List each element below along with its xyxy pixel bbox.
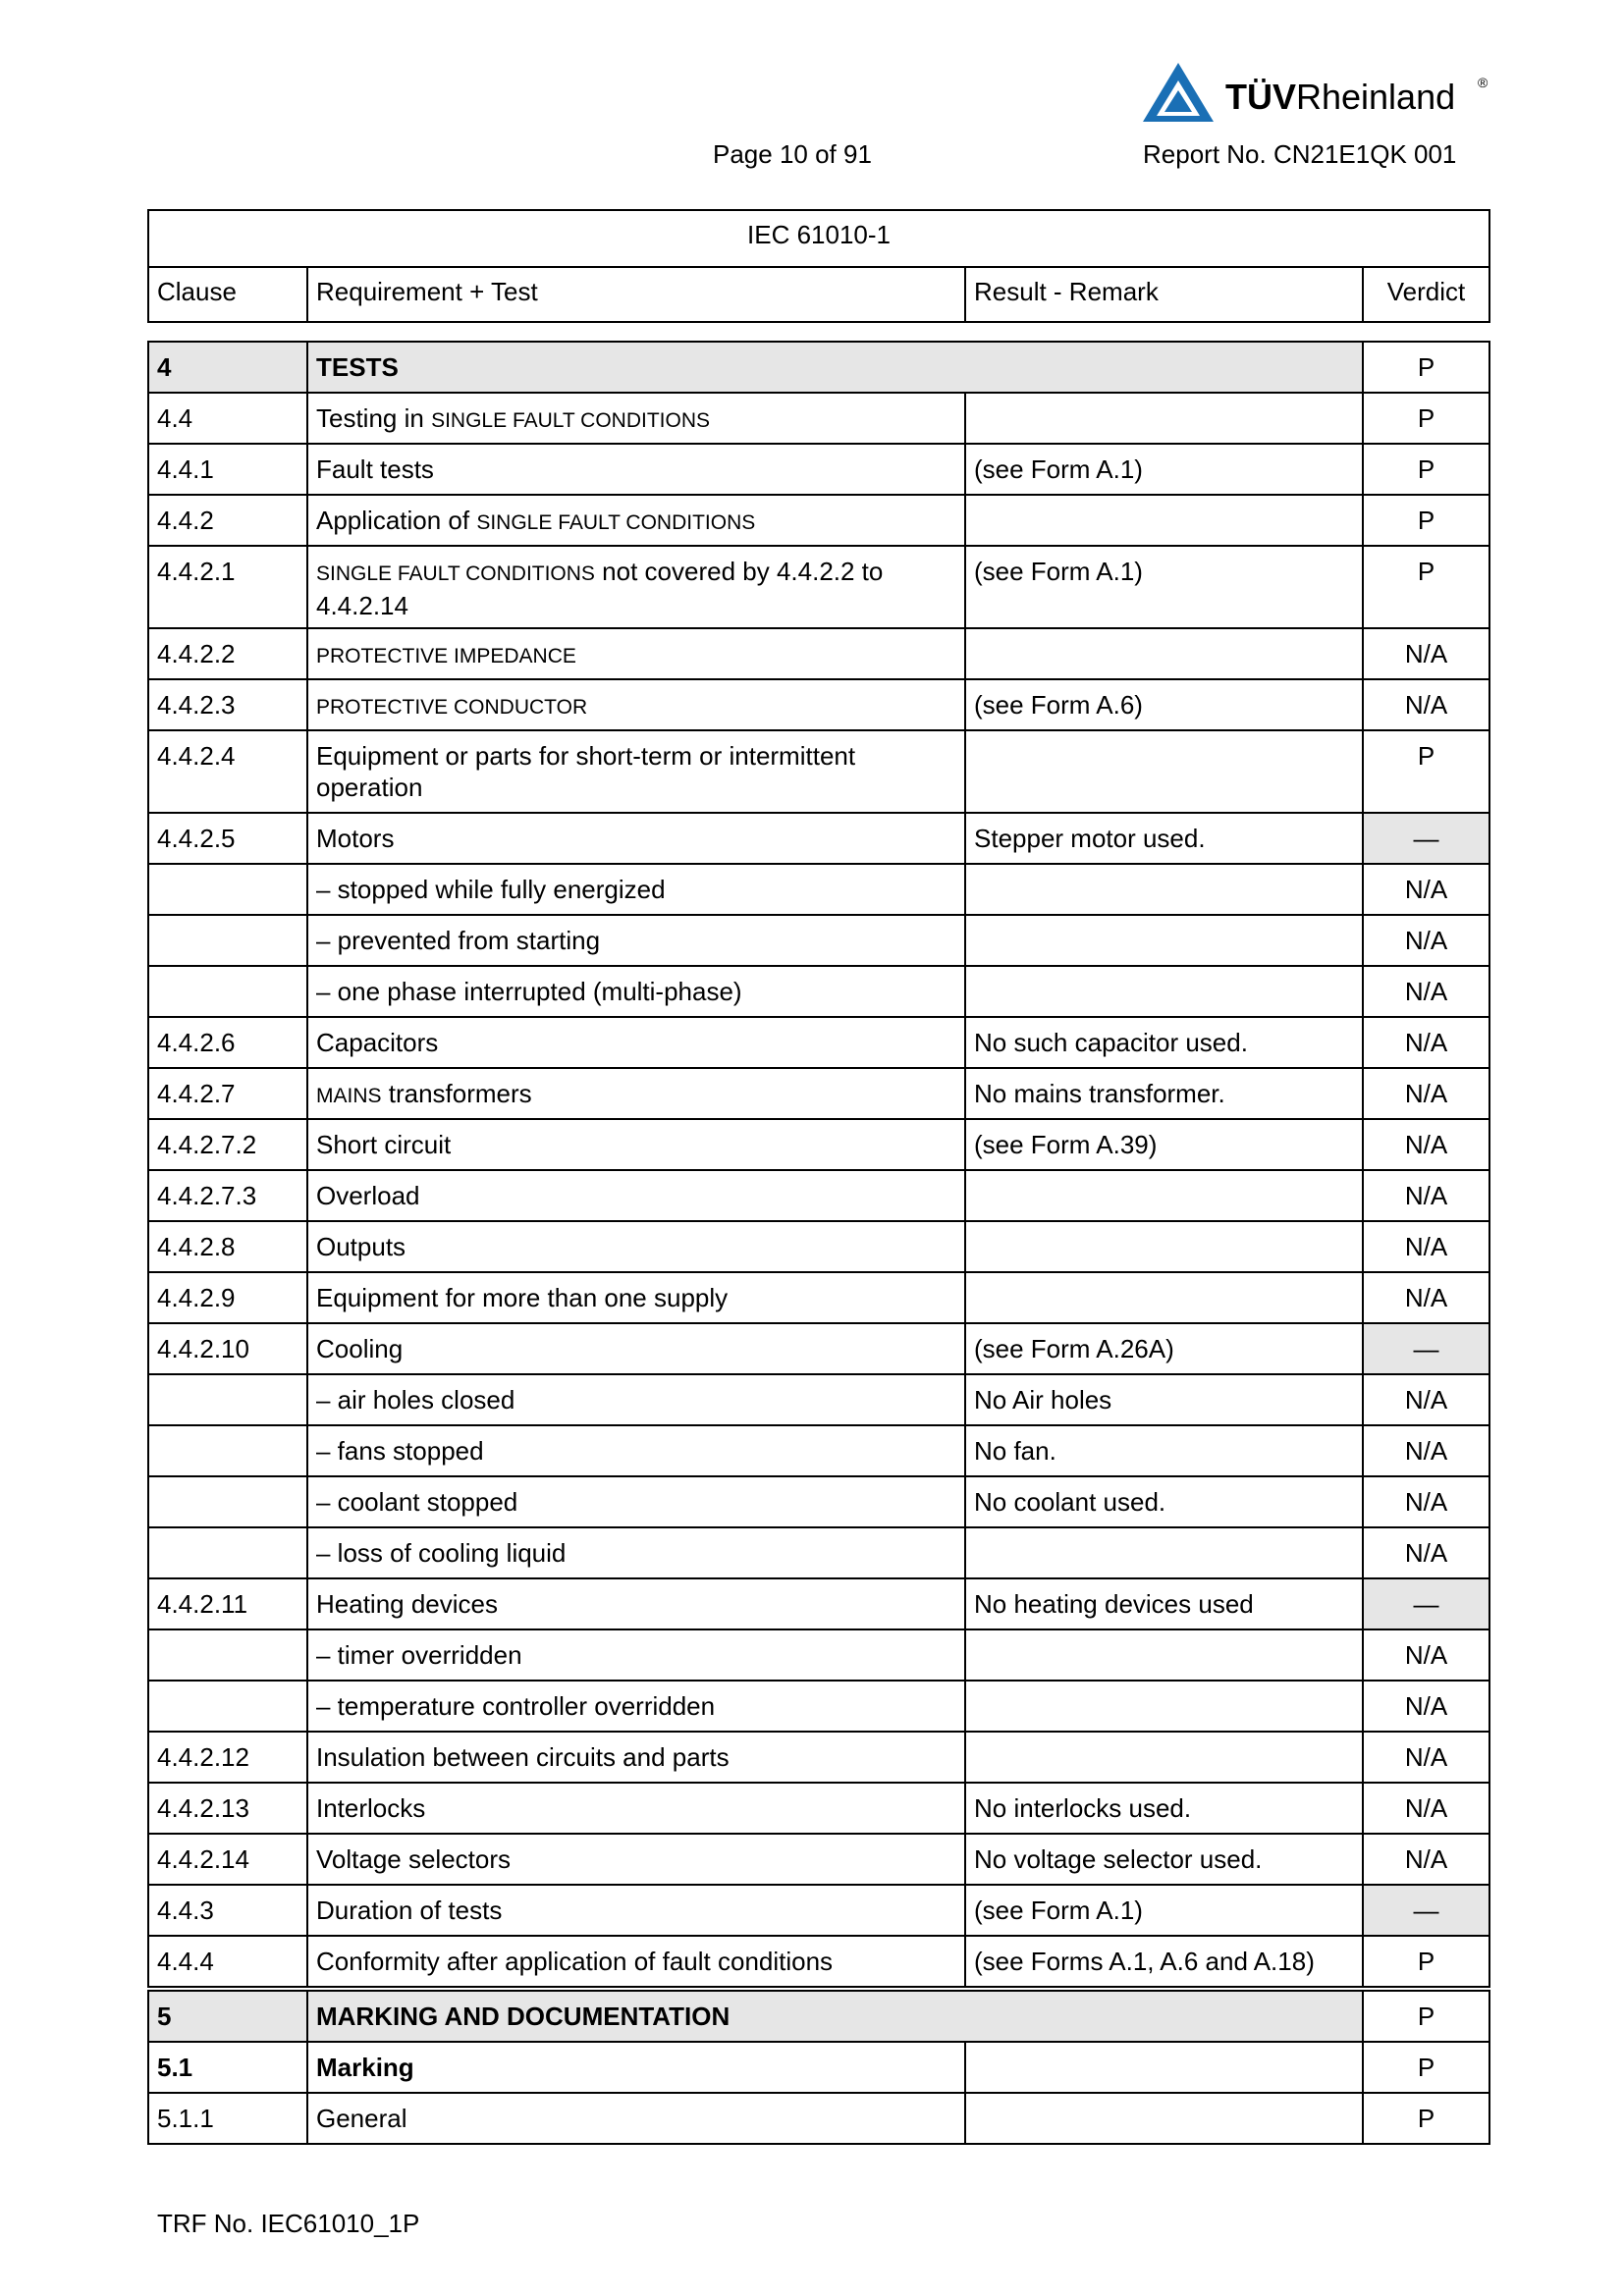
section-row-marking	[148, 1991, 1489, 2042]
section-clause: 4	[148, 342, 307, 393]
requirement-cell	[307, 1732, 965, 1783]
clause-cell: 4.4.2	[148, 495, 307, 546]
requirement-text: Insulation between circuits and parts	[316, 1742, 730, 1772]
requirement-cell: Marking	[307, 2042, 965, 2093]
table-row	[148, 1170, 1489, 1221]
requirement-text: Short circuit	[316, 1130, 452, 1159]
requirement-text: Cooling	[316, 1334, 404, 1363]
requirement-term: SINGLE FAULT CONDITIONS	[316, 562, 595, 585]
requirement-text: – fans stopped	[316, 1436, 484, 1466]
requirement-text: – air holes closed	[316, 1385, 515, 1415]
logo-wordmark: TÜVRheinland	[1225, 77, 1456, 117]
verdict-cell: N/A	[1363, 1272, 1489, 1323]
clause-cell: 4.4.3	[148, 1885, 307, 1936]
result-cell	[965, 393, 1363, 444]
section-clause: 5	[148, 1991, 307, 2042]
verdict-cell: N/A	[1363, 679, 1489, 730]
clause-cell: 4.4	[148, 393, 307, 444]
requirement-cell	[307, 495, 965, 546]
result-cell: (see Form A.1)	[965, 1885, 1363, 1936]
table-row	[148, 1425, 1489, 1476]
requirement-cell	[307, 864, 965, 915]
requirement-cell	[307, 966, 965, 1017]
requirement-cell	[307, 1017, 965, 1068]
table-row	[148, 393, 1489, 444]
verdict-cell: N/A	[1363, 1170, 1489, 1221]
requirement-text: Conformity after application of fault conditions	[316, 1947, 834, 1976]
table-row	[148, 966, 1489, 1017]
clause-cell: 4.4.2.13	[148, 1783, 307, 1834]
requirement-cell	[307, 730, 965, 813]
section-verdict: P	[1363, 1991, 1489, 2042]
marking-table	[147, 1990, 1490, 2145]
clause-cell: 4.4.2.7.3	[148, 1170, 307, 1221]
table-row	[148, 1374, 1489, 1425]
requirement-cell	[307, 1578, 965, 1629]
result-cell	[965, 1681, 1363, 1732]
verdict-cell: P	[1363, 2093, 1489, 2144]
verdict-cell: —	[1363, 1885, 1489, 1936]
result-cell: (see Forms A.1, A.6 and A.18)	[965, 1936, 1363, 1987]
requirement-text: – timer overridden	[316, 1640, 522, 1670]
requirement-cell	[307, 813, 965, 864]
table-row	[148, 915, 1489, 966]
table-row	[148, 1119, 1489, 1170]
verdict-cell: N/A	[1363, 1783, 1489, 1834]
result-cell: (see Form A.1)	[965, 444, 1363, 495]
result-cell: No Air holes	[965, 1374, 1363, 1425]
requirement-text: – stopped while fully energized	[316, 875, 666, 904]
table-row	[148, 1068, 1489, 1119]
verdict-cell: N/A	[1363, 1119, 1489, 1170]
table-row	[148, 1732, 1489, 1783]
table-row	[148, 1017, 1489, 1068]
result-cell	[965, 1629, 1363, 1681]
verdict-cell: P	[1363, 730, 1489, 813]
requirement-cell: General	[307, 2093, 965, 2144]
clause-cell: 4.4.2.2	[148, 628, 307, 679]
requirement-text-after: transformers	[381, 1079, 532, 1108]
clause-cell: 4.4.2.12	[148, 1732, 307, 1783]
verdict-cell: P	[1363, 546, 1489, 628]
table-row	[148, 1476, 1489, 1527]
table-row	[148, 1783, 1489, 1834]
table-row	[148, 1323, 1489, 1374]
result-cell	[965, 730, 1363, 813]
requirement-text: Capacitors	[316, 1028, 439, 1057]
result-cell: No mains transformer.	[965, 1068, 1363, 1119]
clause-cell: 4.4.2.14	[148, 1834, 307, 1885]
clause-cell: 4.4.4	[148, 1936, 307, 1987]
section-row-tests	[148, 342, 1489, 393]
requirement-cell	[307, 915, 965, 966]
requirement-term: MAINS	[316, 1085, 382, 1107]
requirement-term: PROTECTIVE IMPEDANCE	[316, 645, 576, 667]
result-cell	[965, 1527, 1363, 1578]
table-row	[148, 864, 1489, 915]
clause-cell: 4.4.2.6	[148, 1017, 307, 1068]
requirement-text: Overload	[316, 1181, 420, 1210]
clause-cell	[148, 864, 307, 915]
requirement-text: Equipment or parts for short-term or intermittent operation	[316, 741, 856, 802]
requirement-term: SINGLE FAULT CONDITIONS	[431, 409, 711, 432]
tuv-triangle-icon	[1139, 61, 1218, 126]
clause-cell: 4.4.2.3	[148, 679, 307, 730]
table-row	[148, 546, 1489, 628]
requirement-cell	[307, 1681, 965, 1732]
result-cell	[965, 864, 1363, 915]
table-row	[148, 1527, 1489, 1578]
result-cell	[965, 1732, 1363, 1783]
section-title: TESTS	[307, 342, 1363, 393]
requirement-text: Equipment for more than one supply	[316, 1283, 729, 1312]
trf-number: TRF No. IEC61010_1P	[157, 2209, 420, 2238]
clause-cell: 4.4.2.4	[148, 730, 307, 813]
standard-title: IEC 61010-1	[148, 210, 1489, 267]
result-cell: No interlocks used.	[965, 1783, 1363, 1834]
verdict-cell: N/A	[1363, 1425, 1489, 1476]
clause-cell: 4.4.2.8	[148, 1221, 307, 1272]
requirement-text: Interlocks	[316, 1793, 426, 1823]
clause-cell: 4.4.2.7.2	[148, 1119, 307, 1170]
requirement-cell	[307, 546, 965, 628]
requirement-text: – one phase interrupted (multi-phase)	[316, 977, 742, 1006]
clause-cell: 4.4.2.7	[148, 1068, 307, 1119]
result-cell: (see Form A.39)	[965, 1119, 1363, 1170]
requirement-text: – temperature controller overridden	[316, 1691, 716, 1721]
requirement-cell	[307, 628, 965, 679]
clause-cell	[148, 966, 307, 1017]
result-cell: (see Form A.6)	[965, 679, 1363, 730]
result-cell	[965, 2042, 1363, 2093]
table-row	[148, 1834, 1489, 1885]
page-number: Page 10 of 91	[713, 139, 872, 169]
clause-cell: 4.4.2.1	[148, 546, 307, 628]
requirement-text: Motors	[316, 824, 395, 853]
requirement-cell	[307, 679, 965, 730]
requirement-term: SINGLE FAULT CONDITIONS	[476, 511, 756, 534]
result-cell: No fan.	[965, 1425, 1363, 1476]
clause-cell: 4.4.2.11	[148, 1578, 307, 1629]
col-header-requirement: Requirement + Test	[307, 267, 965, 322]
requirement-text: Testing in	[316, 403, 432, 433]
table-row	[148, 1272, 1489, 1323]
requirement-cell	[307, 1936, 965, 1987]
requirement-cell	[307, 1272, 965, 1323]
requirement-text: Duration of tests	[316, 1896, 503, 1925]
clause-cell: 4.4.2.9	[148, 1272, 307, 1323]
requirement-cell	[307, 1221, 965, 1272]
requirement-cell	[307, 1834, 965, 1885]
verdict-cell: N/A	[1363, 1068, 1489, 1119]
table-row	[148, 679, 1489, 730]
verdict-cell: N/A	[1363, 628, 1489, 679]
requirement-cell	[307, 1783, 965, 1834]
result-cell	[965, 966, 1363, 1017]
tests-table	[147, 341, 1490, 1988]
table-row	[148, 1629, 1489, 1681]
verdict-cell: N/A	[1363, 966, 1489, 1017]
verdict-cell: N/A	[1363, 1221, 1489, 1272]
clause-cell	[148, 1681, 307, 1732]
result-cell: No coolant used.	[965, 1476, 1363, 1527]
requirement-text: Application of	[316, 506, 477, 535]
requirement-text-after: not covered by 4.4.2.2 to 4.4.2.14	[316, 557, 884, 620]
verdict-cell: P	[1363, 1936, 1489, 1987]
section-verdict: P	[1363, 342, 1489, 393]
clause-cell	[148, 1527, 307, 1578]
result-cell: No voltage selector used.	[965, 1834, 1363, 1885]
table-row	[148, 730, 1489, 813]
table-row	[148, 1885, 1489, 1936]
verdict-cell: N/A	[1363, 1629, 1489, 1681]
verdict-cell: N/A	[1363, 915, 1489, 966]
requirement-cell	[307, 1374, 965, 1425]
result-cell	[965, 2093, 1363, 2144]
table-row	[148, 628, 1489, 679]
requirement-term: PROTECTIVE CONDUCTOR	[316, 696, 588, 719]
verdict-cell: —	[1363, 813, 1489, 864]
requirement-text: Outputs	[316, 1232, 406, 1261]
verdict-cell: —	[1363, 1578, 1489, 1629]
table-row	[148, 1578, 1489, 1629]
result-cell: (see Form A.1)	[965, 546, 1363, 628]
requirement-cell	[307, 1170, 965, 1221]
requirement-text: – loss of cooling liquid	[316, 1538, 567, 1568]
verdict-cell: P	[1363, 2042, 1489, 2093]
col-header-verdict: Verdict	[1363, 267, 1489, 322]
requirement-cell	[307, 1425, 965, 1476]
verdict-cell: N/A	[1363, 1834, 1489, 1885]
result-cell	[965, 628, 1363, 679]
verdict-cell: N/A	[1363, 1732, 1489, 1783]
clause-cell	[148, 915, 307, 966]
clause-cell: 5.1.1	[148, 2093, 307, 2144]
verdict-cell: —	[1363, 1323, 1489, 1374]
requirement-text: – prevented from starting	[316, 926, 601, 955]
result-cell	[965, 1170, 1363, 1221]
verdict-cell: N/A	[1363, 1681, 1489, 1732]
requirement-cell	[307, 444, 965, 495]
report-number: Report No. CN21E1QK 001	[1143, 139, 1457, 169]
table-row	[148, 1936, 1489, 1987]
clause-cell: 4.4.1	[148, 444, 307, 495]
requirement-cell	[307, 1119, 965, 1170]
requirement-cell	[307, 1476, 965, 1527]
section-title: MARKING AND DOCUMENTATION	[307, 1991, 1363, 2042]
requirement-cell	[307, 1068, 965, 1119]
col-header-clause: Clause	[148, 267, 307, 322]
table-row	[148, 1681, 1489, 1732]
table-row	[148, 2093, 1489, 2144]
requirement-text: Fault tests	[316, 454, 434, 484]
clause-cell	[148, 1425, 307, 1476]
tuv-rheinland-logo	[1139, 61, 1492, 130]
requirement-text: Voltage selectors	[316, 1844, 512, 1874]
col-header-result: Result - Remark	[965, 267, 1363, 322]
result-cell	[965, 1221, 1363, 1272]
clause-cell: 5.1	[148, 2042, 307, 2093]
result-cell: No such capacitor used.	[965, 1017, 1363, 1068]
clause-cell: 4.4.2.10	[148, 1323, 307, 1374]
requirement-cell	[307, 393, 965, 444]
result-cell	[965, 1272, 1363, 1323]
clause-cell	[148, 1629, 307, 1681]
table-row	[148, 1221, 1489, 1272]
table-row	[148, 813, 1489, 864]
verdict-cell: P	[1363, 393, 1489, 444]
requirement-text: – coolant stopped	[316, 1487, 518, 1517]
verdict-cell: N/A	[1363, 1374, 1489, 1425]
result-cell: Stepper motor used.	[965, 813, 1363, 864]
table-row	[148, 444, 1489, 495]
result-cell: No heating devices used	[965, 1578, 1363, 1629]
result-cell	[965, 915, 1363, 966]
clause-cell	[148, 1476, 307, 1527]
requirement-cell	[307, 1527, 965, 1578]
result-cell: (see Form A.26A)	[965, 1323, 1363, 1374]
registered-mark: ®	[1478, 75, 1489, 90]
result-cell	[965, 495, 1363, 546]
verdict-cell: N/A	[1363, 1527, 1489, 1578]
clause-cell: 4.4.2.5	[148, 813, 307, 864]
requirement-cell	[307, 1885, 965, 1936]
table-row	[148, 2042, 1489, 2093]
standard-header-table	[147, 209, 1490, 323]
verdict-cell: N/A	[1363, 1017, 1489, 1068]
verdict-cell: P	[1363, 444, 1489, 495]
table-row	[148, 495, 1489, 546]
requirement-cell	[307, 1629, 965, 1681]
clause-cell	[148, 1374, 307, 1425]
verdict-cell: N/A	[1363, 864, 1489, 915]
verdict-cell: N/A	[1363, 1476, 1489, 1527]
verdict-cell: P	[1363, 495, 1489, 546]
requirement-cell	[307, 1323, 965, 1374]
requirement-text: Heating devices	[316, 1589, 498, 1619]
